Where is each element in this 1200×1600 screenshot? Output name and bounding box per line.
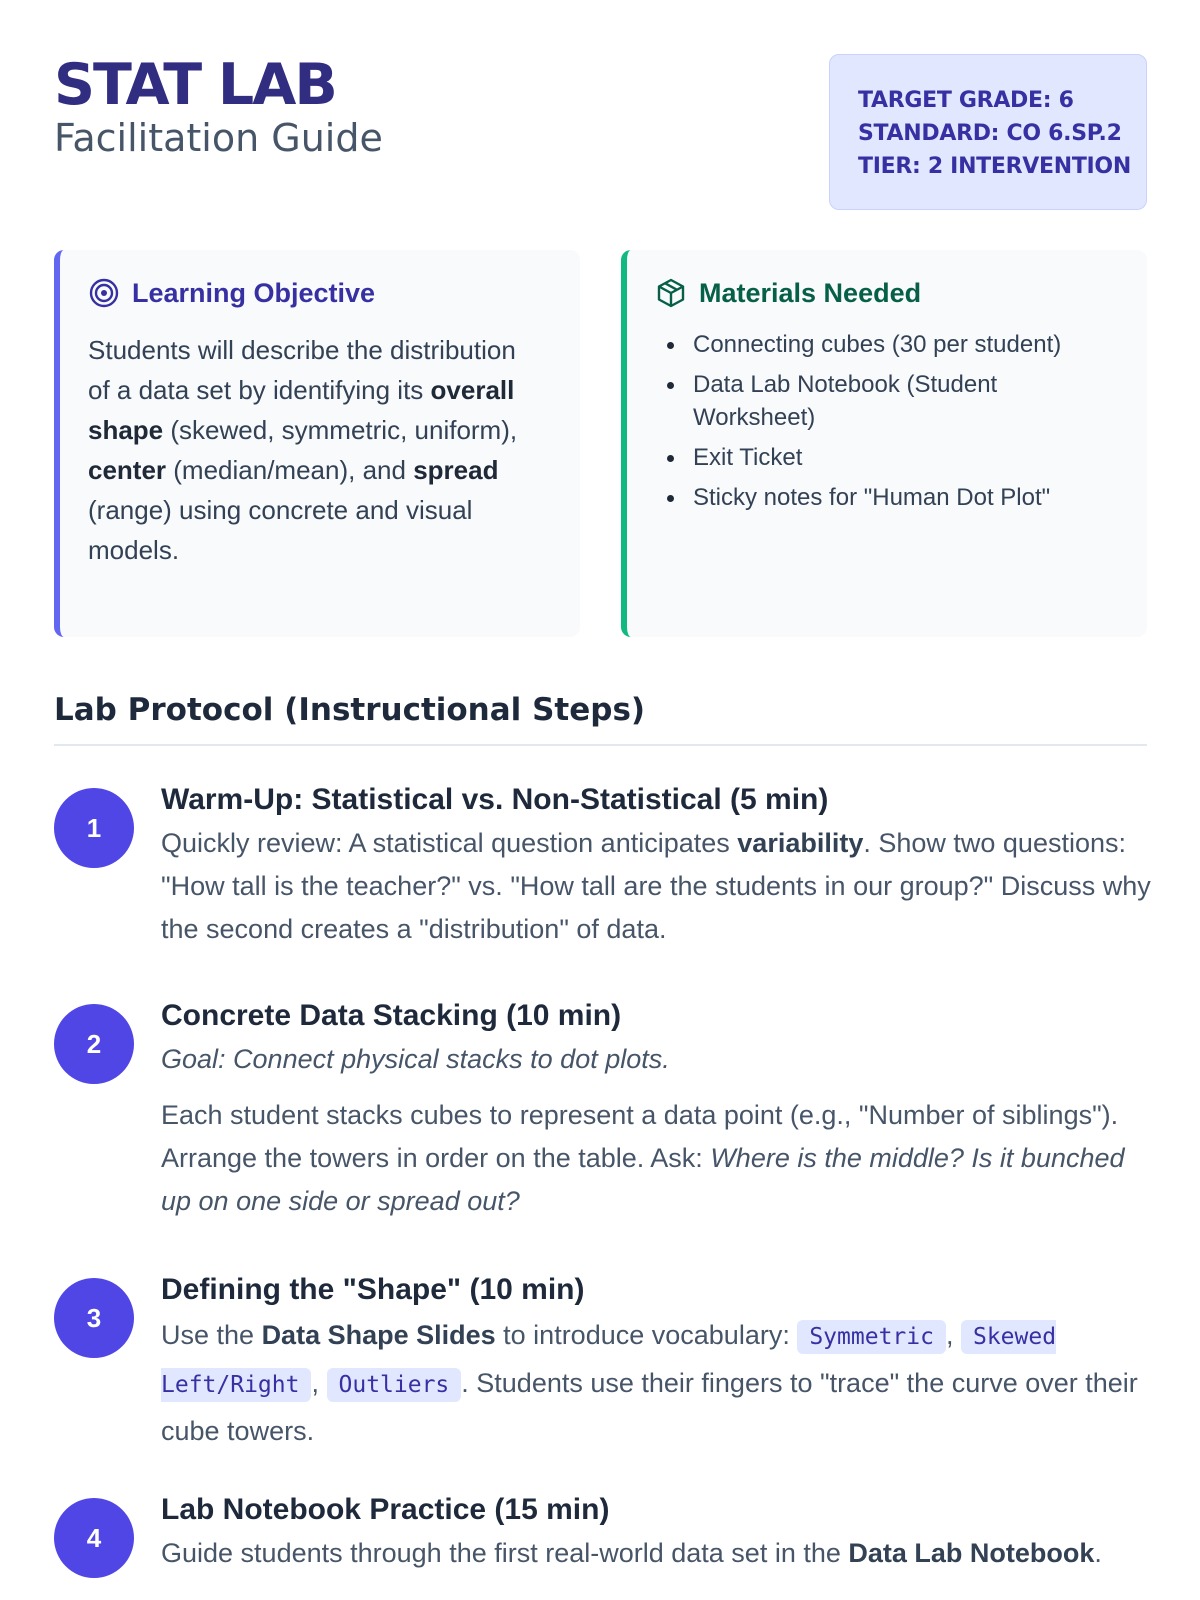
list-item: Sticky notes for "Human Dot Plot"	[663, 481, 1123, 514]
page-title: STAT LAB	[54, 52, 336, 118]
materials-card-header	[655, 277, 921, 309]
step-term: Data Shape Slides	[261, 1320, 496, 1350]
step-goal: Goal: Connect physical stacks to dot plots.	[161, 1044, 670, 1074]
list-item: Exit Ticket	[663, 441, 1123, 474]
objective-title: Learning Objective	[132, 277, 376, 308]
page-header	[54, 52, 383, 160]
meta-grade: TARGET GRADE: 6	[858, 88, 1074, 113]
list-item: Data Lab Notebook (Student Worksheet)	[663, 368, 1123, 434]
vocab-tag-outliers: Outliers	[327, 1368, 462, 1402]
step-question: Where is the middle? Is it bunched up on one side or spread out?	[161, 1143, 1125, 1216]
step-number-badge: 4	[54, 1498, 134, 1578]
step-title: Concrete Data Stacking (10 min)	[161, 999, 622, 1032]
vocab-tag-skewed: Skewed Left/Right	[161, 1320, 1056, 1402]
list-item: Connecting cubes (30 per student)	[663, 328, 1123, 361]
meta-tier: TIER: 2 INTERVENTION	[858, 154, 1131, 179]
step-body	[161, 1268, 1151, 1454]
step-description: Guide students through the first real-world data set in the Data Lab Notebook.	[161, 1538, 1102, 1568]
step-term: variability	[737, 828, 864, 858]
section-divider	[54, 744, 1147, 746]
step-body	[161, 994, 1151, 1223]
step-number-badge: 1	[54, 788, 134, 868]
step-title: Defining the "Shape" (10 min)	[161, 1273, 585, 1306]
objective-term-center: center	[88, 455, 167, 485]
materials-card	[621, 250, 1147, 637]
step-description: Quickly review: A statistical question anticipates variability. Show two questions: "How tall is the teacher?" vs. "How tall are the students in our group?" Discuss why the second creates a "distribution" of data.	[161, 828, 1151, 944]
target-icon	[88, 277, 120, 309]
step-number-badge: 3	[54, 1278, 134, 1358]
materials-title: Materials Needed	[699, 277, 922, 308]
vocab-tag-symmetric: Symmetric	[797, 1320, 946, 1354]
step-body	[161, 1488, 1151, 1575]
step-title: Lab Notebook Practice (15 min)	[161, 1493, 610, 1526]
section-title: Lab Protocol (Instructional Steps)	[54, 692, 646, 728]
meta-standard: STANDARD: CO 6.SP.2	[858, 121, 1122, 146]
step-term: Data Lab Notebook	[848, 1538, 1095, 1568]
step-description: Use the Data Shape Slides to introduce vocabulary: Symmetric , Skewed Left/Right , Outliers . Students use their fingers to "trace" the curve over their cube towers.	[161, 1320, 1138, 1446]
objective-card	[54, 250, 580, 637]
step-body	[161, 778, 1151, 951]
objective-card-header	[88, 277, 375, 309]
cube-icon	[655, 277, 687, 309]
objective-text: Students will describe the distribution of a data set by identifying its overall shape (skewed, symmetric, uniform), center (median/mean), and spread (range) using concrete and visual models.	[88, 335, 518, 565]
objective-term-shape: overall shape	[88, 375, 515, 445]
step-title: Warm-Up: Statistical vs. Non-Statistical (5 min)	[161, 783, 829, 816]
materials-list	[663, 328, 1123, 521]
step-number-badge: 2	[54, 1004, 134, 1084]
lesson-meta-box	[829, 54, 1147, 210]
page-subtitle: Facilitation Guide	[54, 116, 383, 160]
objective-term-spread: spread	[413, 455, 499, 485]
step-description: Each student stacks cubes to represent a data point (e.g., "Number of siblings"). Arrange the towers in order on the table. Ask: Where is the middle? Is it bunched up on one side or spread out?	[161, 1100, 1125, 1216]
